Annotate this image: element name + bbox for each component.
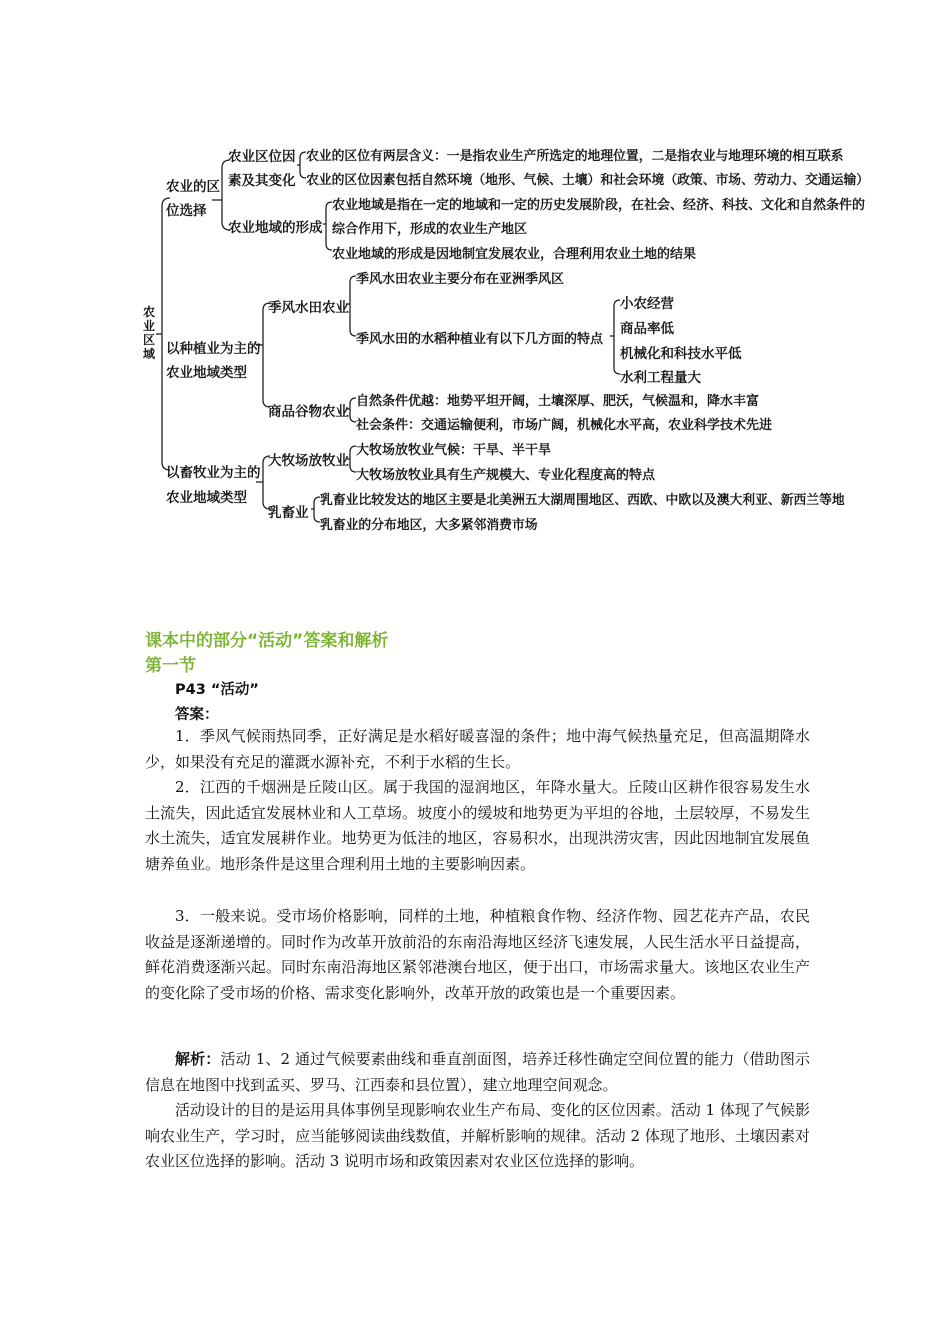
ranch-item-2: 大牧场放牧业具有生产规模大、专业化程度高的特点 [356, 468, 656, 483]
answer-3: 3．一般来说。受市场价格影响，同样的土地，种植粮食作物、经济作物、园艺花卉产品，农民收益是逐渐递增的。同时作为改革开放前沿的东南沿海地区经济飞速发展，人民生活水平日益提高，鲜花消费逐渐兴起。同时东南沿海地区紧邻港澳台地区，便于出口，市场需求量大。该地区农业生产的变化除了受市场的价格、需求变化影响外，改革开放的政策也是一个重要因素。 [145, 907, 810, 1002]
node-location-line1: 农业的区 [166, 179, 220, 195]
chapter-title: 第一节 [145, 656, 196, 676]
diagram-root: 农业区域 [142, 305, 155, 361]
rice-item-1: 季风水田农业主要分布在亚洲季风区 [356, 272, 565, 287]
node-formation: 农业地域的形成 [228, 220, 323, 236]
answer-label: 答案： [175, 707, 219, 723]
grain-item-1: 自然条件优越：地势平坦开阔，土壤深厚、肥沃，气候温和，降水丰富 [356, 394, 760, 409]
formation-item-1-line2: 综合作用下，形成的农业生产地区 [332, 222, 528, 237]
dairy-item-2: 乳畜业的分布地区，大多紧邻消费市场 [320, 518, 538, 533]
node-grain: 商品谷物农业 [268, 404, 349, 420]
rice-feature-3: 机械化和科技水平低 [620, 346, 742, 362]
analysis-label: 解析： [175, 1050, 221, 1068]
answer-1: 1．季风气候雨热同季，正好满足是水稻好暖喜湿的条件；地中海气候热量充足，但高温期降水少，如果没有充足的灌溉水源补充，不利于水稻的生长。 [145, 727, 810, 771]
formation-item-2: 农业地域的形成是因地制宜发展农业，合理利用农业土地的结果 [332, 247, 697, 262]
analysis-text-1: 活动 1、2 通过气候要素曲线和垂直剖面图，培养迁移性确定空间位置的能力（借助图示信息在地图中找到孟买、罗马、江西泰和县位置），建立地理空间观念。 [145, 1050, 810, 1094]
rice-item-2: 季风水田的水稻种植业有以下几方面的特点 [356, 332, 604, 347]
rice-feature-4: 水利工程量大 [620, 370, 701, 386]
analysis-paragraph-1 [145, 1047, 810, 1098]
section-title: 课本中的部分“活动”答案和解析 [145, 631, 389, 651]
node-livestock-line1: 以畜牧业为主的 [166, 465, 261, 481]
node-livestock-line2: 农业地域类型 [166, 490, 247, 506]
node-location-line2: 位选择 [166, 203, 207, 219]
rice-feature-2: 商品率低 [620, 321, 674, 337]
node-factors-line1: 农业区位因 [228, 149, 296, 165]
node-ranch: 大牧场放牧业 [268, 453, 349, 469]
rice-feature-1: 小农经营 [620, 296, 674, 312]
node-planting-line2: 农业地域类型 [166, 365, 247, 381]
factor-item-1: 农业的区位有两层含义：一是指农业生产所选定的地理位置，二是指农业与地理环境的相互联系 [306, 149, 844, 164]
factor-item-2: 农业的区位因素包括自然环境（地形、气候、土壤）和社会环境（政策、市场、劳动力、交通运输） [306, 173, 870, 188]
analysis-paragraph-2: 活动设计的目的是运用具体事例呈现影响农业生产布局、变化的区位因素。活动 1 体现了气候影响农业生产，学习时，应当能够阅读曲线数值，并解析影响的规律。活动 2 体现了地形、土壤因素对农业区位选择的影响。活动 3 说明市场和政策因素对农业区位选择的影响。 [145, 1101, 810, 1170]
dairy-item-1: 乳畜业比较发达的地区主要是北美洲五大湖周围地区、西欧、中欧以及澳大利亚、新西兰等地 [320, 493, 845, 508]
formation-item-1-line1: 农业地域是指在一定的地域和一定的历史发展阶段，在社会、经济、科技、文化和自然条件的 [332, 198, 866, 213]
node-planting-line1: 以种植业为主的 [166, 341, 261, 357]
node-factors-line2: 素及其变化 [228, 173, 296, 189]
ranch-item-1: 大牧场放牧业气候：干旱、半干旱 [356, 443, 552, 458]
grain-item-2: 社会条件：交通运输便利，市场广阔，机械化水平高，农业科学技术先进 [356, 418, 773, 433]
answer-2: 2．江西的千烟洲是丘陵山区。属于我国的湿润地区，年降水量大。丘陵山区耕作很容易发生水土流失，因此适宜发展林业和人工草场。坡度小的缓坡和地势更为平坦的谷地，土层较厚，不易发生水土流失，适宜发展耕作业。地势更为低洼的地区，容易积水，出现洪涝灾害，因此因地制宜发展鱼塘养鱼业。地形条件是这里合理利用土地的主要影响因素。 [145, 778, 810, 873]
node-rice: 季风水田农业 [268, 300, 349, 316]
page-reference: P43 “活动” [175, 682, 259, 698]
node-dairy: 乳畜业 [268, 505, 309, 521]
